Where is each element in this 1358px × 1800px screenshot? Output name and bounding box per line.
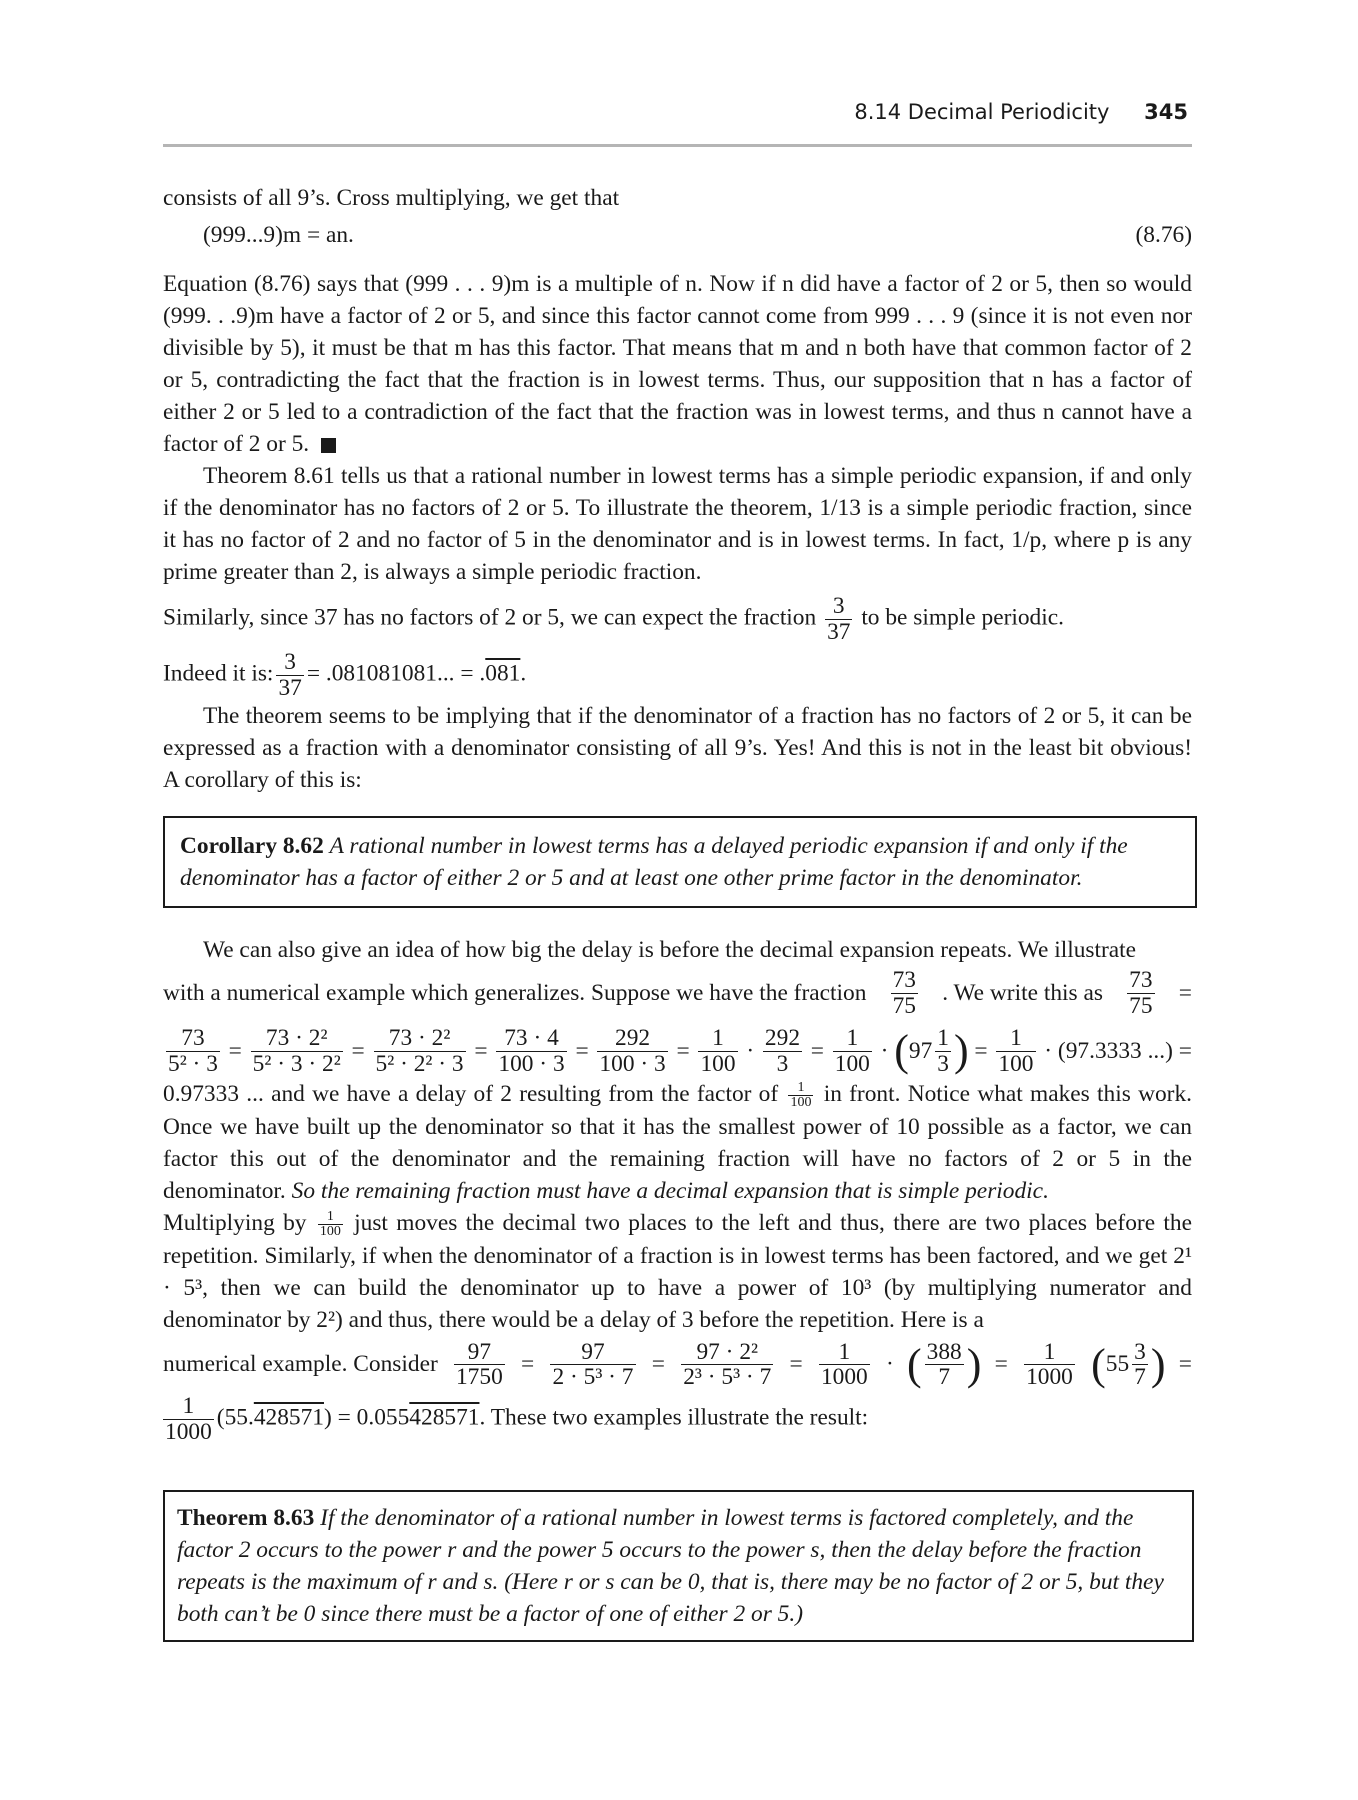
fraction-numerator: 1 xyxy=(788,1081,813,1097)
equals-sign: = xyxy=(575,1037,589,1064)
fraction-numerator: 73 · 2² xyxy=(374,1026,466,1052)
fraction-denominator: 100 xyxy=(834,1050,870,1077)
fraction-numerator: 1 xyxy=(318,1210,343,1226)
fraction-denominator: 1000 xyxy=(820,1364,868,1391)
fraction-numerator: 1 xyxy=(819,1340,870,1366)
paragraph-cross-multiply: consists of all 9’s. Cross multiplying, we get that xyxy=(163,185,620,211)
paragraph-proof-text: Equation (8.76) says that (999 . . . 9)m is a multiple of n. Now if n did have a factor of 2 or 5, then so would (999. . .9)m have a factor of 2 or 5, and since this factor cannot come from 999 . . . 9 (since it is not even nor divisible by 5), it must be that m has this factor. That means that m and n both have that common factor of 2 or 5, contradicting the fact that the fraction is in lowest terms. Thus, our supposition that n has a factor of either 2 or 5 led to a contradiction of the fact that the fraction was in lowest terms, and thus n cannot have a factor of 2 or 5. xyxy=(163,271,1192,457)
fraction-denominator: 75 xyxy=(1129,992,1153,1019)
right-paren: ) xyxy=(1150,1339,1166,1389)
fraction-numerator: 1 xyxy=(1024,1340,1075,1366)
right-paren: ) xyxy=(966,1339,982,1389)
fraction-denominator: 2 · 5³ · 7 xyxy=(552,1364,634,1391)
fraction-numerator: 73 xyxy=(1129,967,1153,993)
fraction-denominator: 1000 xyxy=(1026,1364,1073,1391)
delay-text-cont: in front. Notice what makes this work. Once we have built up the denominator so that it has the smallest power of 10 possible as a factor, we can factor this out of the denominator and the remaining fraction will have no factors of 2 or 5 in the denominator. xyxy=(163,1081,1193,1205)
small-fraction-1-100-b xyxy=(318,1210,343,1240)
equals-sign: = xyxy=(789,1351,803,1378)
fraction-denominator: 1000 xyxy=(165,1418,212,1445)
fraction-numerator: 97 xyxy=(454,1340,505,1366)
fraction-numerator: 73 · 4 xyxy=(496,1026,566,1052)
chain-fraction xyxy=(698,1026,737,1076)
mixed-number-55-3-7 xyxy=(1091,1340,1165,1390)
repeating-block: 428571 xyxy=(253,1404,324,1431)
intro-text: with a numerical example which generalizes. Suppose we have the fraction xyxy=(163,979,867,1006)
left-paren: ( xyxy=(1091,1339,1106,1389)
section-title: 8.14 Decimal Periodicity xyxy=(854,100,1110,124)
paragraph-indeed xyxy=(163,650,1192,700)
text-block-lower xyxy=(163,934,1192,1444)
fraction-denominator: 1750 xyxy=(455,1364,503,1391)
equals-sign: = xyxy=(810,1037,824,1064)
result-open: (55. xyxy=(216,1404,254,1431)
paragraph-theorem-861: Theorem 8.61 tells us that a rational number in lowest terms has a simple periodic expansion, if and only if the denominator has no factors of 2 or 5. To illustrate the theorem, 1/13 is a simple periodic fraction, since it has no factor of 2 and no factor of 5 in the denominator and is in lowest terms. In fact, 1/p, where p is any prime greater than 2, is always a simple periodic fraction. xyxy=(163,463,1192,585)
fraction-denominator: 5² · 3 xyxy=(168,1050,218,1077)
equals-sign: = xyxy=(1178,1351,1192,1378)
paragraph-multiplying xyxy=(163,1207,1192,1336)
fraction-denominator: 2³ · 5³ · 7 xyxy=(683,1364,772,1391)
theorem-text: If the denominator of a rational number in lowest terms is factored completely, and the factor 2 occurs to the power r and the power 5 occurs to the power s, then the delay before the fraction repeats is the maximum of r and s. (Here r or s can be 0, that is, there may be no factor of 2 or 5, but they both can’t be 0 since there must be a factor of one of either 2 or 5.) xyxy=(177,1505,1164,1627)
fraction-numerator: 73 · 2² xyxy=(251,1026,343,1052)
fraction-numerator: 292 xyxy=(597,1026,667,1052)
fraction-denominator: 37 xyxy=(278,674,302,701)
fraction-denominator: 100 xyxy=(998,1050,1034,1077)
fraction-numerator: 1 xyxy=(163,1394,214,1420)
paragraph-proof xyxy=(163,268,1192,460)
fraction-numerator: 1 xyxy=(698,1026,737,1052)
chain-tail: · (97.3333 ...) = xyxy=(1044,1037,1192,1064)
repeating-block-b: 428571 xyxy=(409,1404,480,1431)
mixed-fraction xyxy=(935,1026,951,1076)
fraction-numerator: 97 · 2² xyxy=(681,1340,773,1366)
fraction-numerator: 73 xyxy=(166,1026,220,1052)
indeed-equals: = .081081081... = . xyxy=(306,660,486,687)
equation-chain-73-75 xyxy=(163,1026,1192,1076)
paren-fraction-388-7 xyxy=(907,1340,981,1390)
fraction-numerator: 3 xyxy=(1134,1338,1146,1365)
chain-fraction xyxy=(454,1340,505,1390)
paragraph-result xyxy=(163,1394,1192,1444)
paragraph-implying: The theorem seems to be implying that if the denominator of a fraction has no factors of 2 or 5, it can be expressed as a fraction with a denominator consisting of all 9’s. Yes! And this is not in the least bit obvious! A corollary of this is: xyxy=(163,703,1192,794)
equation-number: (8.76) xyxy=(1135,222,1192,248)
fraction-denominator: 7 xyxy=(938,1364,951,1391)
fraction-numerator: 73 xyxy=(892,967,916,993)
indeed-period: . xyxy=(520,660,527,687)
fraction-denominator: 3 xyxy=(776,1050,789,1077)
chain-fraction xyxy=(763,1026,802,1076)
fraction-numerator: 97 xyxy=(550,1340,635,1366)
mixed-whole: 55 xyxy=(1105,1351,1130,1378)
paragraph-delay-explained xyxy=(163,1078,1192,1207)
chain-fraction xyxy=(681,1340,773,1390)
fraction-denominator: 100 · 3 xyxy=(498,1050,565,1077)
dot-operator: · xyxy=(885,1351,894,1378)
fraction-denominator: 100 xyxy=(700,1050,736,1077)
fraction-denominator: 5² · 2² · 3 xyxy=(375,1050,464,1077)
equals-sign: = xyxy=(1178,979,1192,1006)
equation-8-76 xyxy=(163,222,1192,262)
equals-sign: = xyxy=(974,1037,988,1064)
chain-fraction xyxy=(925,1340,964,1390)
equals-sign: = xyxy=(228,1037,242,1064)
qed-square-icon xyxy=(321,438,336,453)
fraction-numerator: 1 xyxy=(833,1026,872,1052)
fraction-numerator: 388 xyxy=(926,1338,962,1365)
corollary-text: A rational number in lowest terms has a delayed periodic expansion if and only if the denominator has a factor of either 2 or 5 and at least one other prime factor in the denominator. xyxy=(180,833,1128,891)
chain-fraction xyxy=(374,1026,466,1076)
result-tail: . These two examples illustrate the result: xyxy=(479,1404,869,1431)
dot-operator: · xyxy=(746,1037,755,1064)
theorem-8-63-box xyxy=(163,1490,1194,1642)
chain-fraction xyxy=(833,1026,872,1076)
indeed-text: Indeed it is: xyxy=(163,660,274,687)
fraction-denominator: 7 xyxy=(1134,1364,1146,1391)
chain-fraction xyxy=(1024,1340,1075,1390)
multiplying-text: Multiplying by xyxy=(163,1210,307,1237)
paragraph-similarly xyxy=(163,594,1192,644)
multiplying-text-cont: just moves the decimal two places to the left and thus, there are two places before the repetition. Similarly, if when the denominator of a fraction is in lowest terms has been factored, and we get 2¹ · 5³, then we can build the denominator up to have a power of 10³ (by multiplying numerator and denominator by 2²) and thus, there would be a delay of 3 before the repetition. Here is a xyxy=(163,1210,1192,1333)
similarly-text: Similarly, since 37 has no factors of 2 or 5, we can expect the fraction xyxy=(163,604,817,631)
equals-sign: = xyxy=(474,1037,488,1064)
similarly-tail: to be simple periodic. xyxy=(861,604,1064,631)
fraction-numerator: 1 xyxy=(996,1026,1035,1052)
corollary-label: Corollary 8.62 xyxy=(180,833,324,859)
mixed-whole: 97 xyxy=(908,1037,933,1064)
equals-sign: = xyxy=(521,1351,535,1378)
left-paren: ( xyxy=(894,1026,909,1076)
header-rule xyxy=(163,144,1192,147)
fraction-denominator: 3 xyxy=(937,1050,949,1077)
fraction-numerator: 1 xyxy=(937,1025,949,1052)
chain-fraction xyxy=(819,1340,870,1390)
running-header xyxy=(854,100,1188,124)
equation-chain-97-1750 xyxy=(163,1340,1192,1390)
small-fraction-1-100 xyxy=(788,1081,813,1111)
fraction-numerator: 3 xyxy=(825,594,852,620)
fraction-73-75 xyxy=(891,968,918,1018)
chain-fraction xyxy=(496,1026,566,1076)
mixed-number-97-1-3 xyxy=(894,1026,968,1076)
mixed-fraction xyxy=(1132,1340,1148,1390)
fraction-numerator: 292 xyxy=(764,1025,801,1052)
theorem-label: Theorem 8.63 xyxy=(177,1505,315,1531)
equals-sign: = xyxy=(994,1351,1008,1378)
equals-sign: = xyxy=(676,1037,690,1064)
fraction-3-37 xyxy=(825,594,852,644)
right-paren: ) xyxy=(953,1026,969,1076)
paragraph-delay-intro: We can also give an idea of how big the delay is before the decimal expansion repeats. We illustrate xyxy=(203,937,1137,963)
fraction-denominator: 100 · 3 xyxy=(599,1050,666,1077)
chain-fraction xyxy=(550,1340,635,1390)
italic-remark: So the remaining fraction must have a decimal expansion that is simple periodic. xyxy=(291,1178,1049,1205)
chain-fraction xyxy=(597,1026,667,1076)
we-write-text: . We write this as xyxy=(942,979,1103,1006)
page-number: 345 xyxy=(1144,100,1188,124)
consider-text: numerical example. Consider xyxy=(163,1351,438,1378)
repeating-block: 081 xyxy=(485,660,521,687)
fraction-numerator: 3 xyxy=(276,650,303,676)
line-fraction-73-75 xyxy=(163,968,1192,1018)
fraction-denominator: 75 xyxy=(892,992,916,1019)
fraction-denominator: 100 xyxy=(790,1095,812,1111)
corollary-8-62-box xyxy=(163,816,1197,908)
delay-text: 0.97333 ... and we have a delay of 2 resulting from the factor of xyxy=(163,1081,779,1108)
chain-fraction xyxy=(166,1026,220,1076)
fraction-73-75-b xyxy=(1127,968,1154,1018)
left-paren: ( xyxy=(907,1339,922,1389)
fraction-denominator: 5² · 3 · 2² xyxy=(252,1050,341,1077)
fraction-3-37-b xyxy=(276,650,303,700)
equals-sign: = xyxy=(651,1351,665,1378)
text-block-upper xyxy=(163,182,1192,796)
chain-fraction xyxy=(251,1026,343,1076)
fraction-1-1000 xyxy=(163,1394,214,1444)
equals-sign: = xyxy=(351,1037,365,1064)
dot-operator: · xyxy=(880,1037,889,1064)
result-equals: ) = 0.055 xyxy=(323,1404,410,1431)
fraction-denominator: 37 xyxy=(827,618,851,645)
chain-fraction xyxy=(996,1026,1035,1076)
fraction-denominator: 100 xyxy=(319,1224,341,1240)
equation-lhs: (999...9)m = an. xyxy=(203,222,354,248)
